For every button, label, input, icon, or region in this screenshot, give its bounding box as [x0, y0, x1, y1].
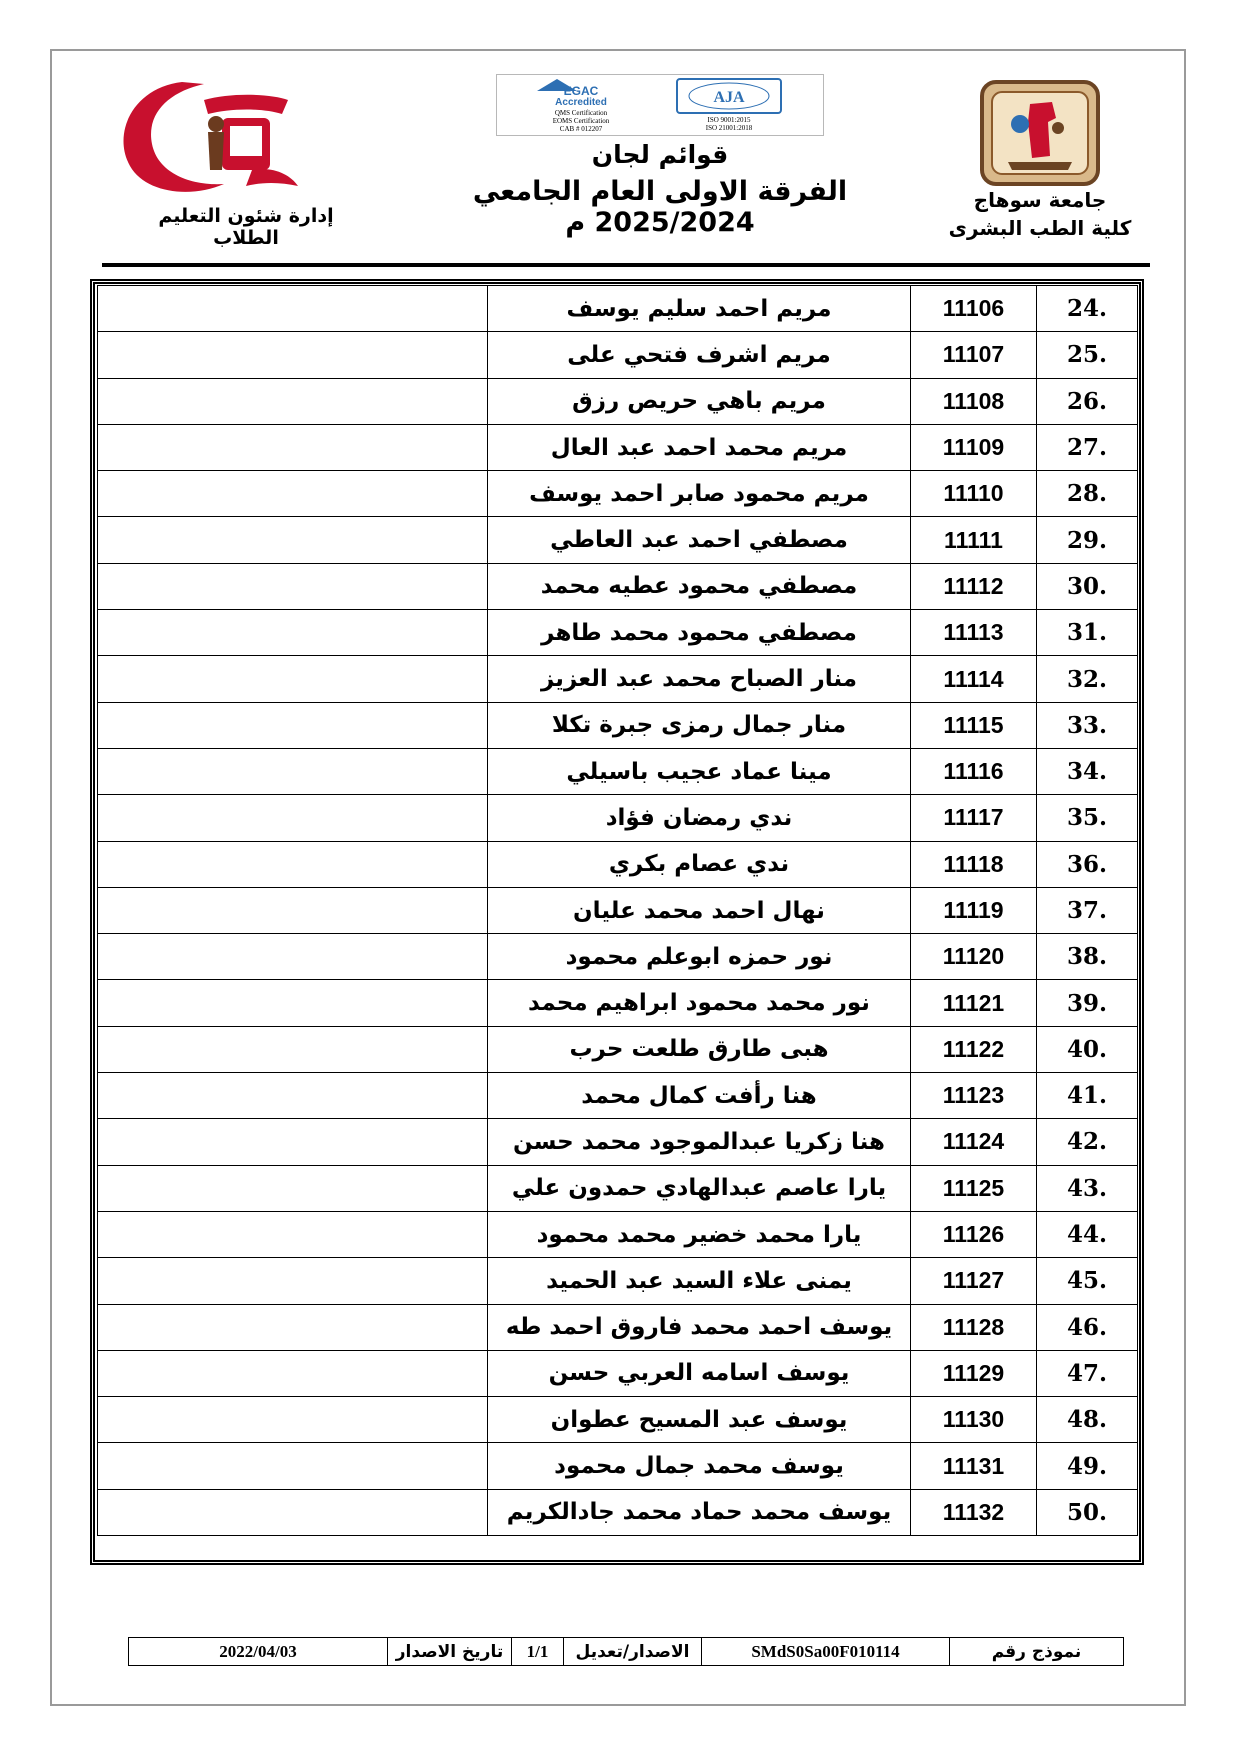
- row-name: يوسف محمد حماد محمد جادالكريم: [488, 1489, 911, 1535]
- table-row: [98, 934, 1138, 980]
- header-divider: [102, 263, 1150, 267]
- row-blank: [98, 1119, 488, 1165]
- university-seal: [978, 78, 1102, 188]
- row-blank: [98, 1258, 488, 1304]
- row-index: .48: [1037, 1397, 1138, 1443]
- row-index: .39: [1037, 980, 1138, 1026]
- row-index: .42: [1037, 1119, 1138, 1165]
- row-code: 11124: [911, 1119, 1037, 1165]
- row-name: ندي رمضان فؤاد: [488, 795, 911, 841]
- row-code: 11109: [911, 424, 1037, 470]
- row-code: 11127: [911, 1258, 1037, 1304]
- row-index: .37: [1037, 887, 1138, 933]
- row-blank: [98, 1350, 488, 1396]
- table-row: [98, 1489, 1138, 1535]
- row-index: .38: [1037, 934, 1138, 980]
- egac-line-2: EOMS Certification: [552, 117, 610, 125]
- row-name: يوسف محمد جمال محمود: [488, 1443, 911, 1489]
- row-index: .34: [1037, 748, 1138, 794]
- faculty-logo: [112, 74, 314, 196]
- table-row: [98, 980, 1138, 1026]
- row-index: .43: [1037, 1165, 1138, 1211]
- row-index: .35: [1037, 795, 1138, 841]
- table-row: [98, 1350, 1138, 1396]
- form-number-label: نموذج رقم: [949, 1638, 1123, 1665]
- row-name: يوسف احمد محمد فاروق احمد طه: [488, 1304, 911, 1350]
- row-code: 11128: [911, 1304, 1037, 1350]
- row-code: 11107: [911, 332, 1037, 378]
- row-blank: [98, 1165, 488, 1211]
- row-index: .28: [1037, 471, 1138, 517]
- row-index: .30: [1037, 563, 1138, 609]
- table-row: [98, 1304, 1138, 1350]
- row-code: 11116: [911, 748, 1037, 794]
- row-code: 11121: [911, 980, 1037, 1026]
- row-blank: [98, 1489, 488, 1535]
- document-title: قوائم لجان: [591, 140, 729, 169]
- row-index: .41: [1037, 1073, 1138, 1119]
- row-code: 11132: [911, 1489, 1037, 1535]
- row-name: نور محمد محمود ابراهيم محمد: [488, 980, 911, 1026]
- table-row: [98, 1443, 1138, 1489]
- row-blank: [98, 1073, 488, 1119]
- table-row: [98, 748, 1138, 794]
- table-row: [98, 332, 1138, 378]
- table-row: [98, 1397, 1138, 1443]
- table-row: [98, 841, 1138, 887]
- row-code: 11108: [911, 378, 1037, 424]
- row-code: 11110: [911, 471, 1037, 517]
- row-name: مريم محمد احمد عبد العال: [488, 424, 911, 470]
- row-code: 11125: [911, 1165, 1037, 1211]
- egac-name: EGAC: [563, 84, 599, 98]
- row-blank: [98, 517, 488, 563]
- row-blank: [98, 424, 488, 470]
- row-name: مصطفي محمود محمد طاهر: [488, 610, 911, 656]
- row-name: يارا محمد خضير محمد محمود: [488, 1211, 911, 1257]
- row-code: 11120: [911, 934, 1037, 980]
- row-name: يوسف عبد المسيح عطوان: [488, 1397, 911, 1443]
- department-name: إدارة شئون التعليم الطلاب: [158, 205, 334, 249]
- row-index: .33: [1037, 702, 1138, 748]
- row-code: 11115: [911, 702, 1037, 748]
- row-blank: [98, 1443, 488, 1489]
- table-row: [98, 517, 1138, 563]
- table-row: [98, 887, 1138, 933]
- row-blank: [98, 795, 488, 841]
- row-blank: [98, 656, 488, 702]
- document-subtitle: الفرقة الاولى العام الجامعي 2025/2024 م: [472, 176, 848, 238]
- row-code: 11118: [911, 841, 1037, 887]
- row-name: ندي عصام بكري: [488, 841, 911, 887]
- row-blank: [98, 1304, 488, 1350]
- certification-box: [496, 74, 824, 136]
- row-blank: [98, 841, 488, 887]
- row-code: 11131: [911, 1443, 1037, 1489]
- row-code: 11111: [911, 517, 1037, 563]
- egac-line-3: CAB # 012207: [559, 125, 603, 133]
- row-code: 11129: [911, 1350, 1037, 1396]
- row-code: 11126: [911, 1211, 1037, 1257]
- row-code: 11112: [911, 563, 1037, 609]
- row-code: 11117: [911, 795, 1037, 841]
- faculty-name: كلية الطب البشرى: [948, 216, 1132, 240]
- table-row: [98, 610, 1138, 656]
- row-index: .24: [1037, 286, 1138, 332]
- row-code: 11130: [911, 1397, 1037, 1443]
- form-number: SMdS0Sa00F010114: [701, 1638, 949, 1665]
- row-name: مصطفي محمود عطيه محمد: [488, 563, 911, 609]
- row-index: .36: [1037, 841, 1138, 887]
- certification-logos: [497, 75, 823, 135]
- row-name: مريم محمود صابر احمد يوسف: [488, 471, 911, 517]
- students-table: [97, 285, 1138, 1536]
- row-name: يارا عاصم عبدالهادي حمدون علي: [488, 1165, 911, 1211]
- row-code: 11106: [911, 286, 1037, 332]
- row-index: .31: [1037, 610, 1138, 656]
- row-blank: [98, 1211, 488, 1257]
- students-table-body: [98, 286, 1138, 1536]
- row-name: هنا زكريا عبدالموجود محمد حسن: [488, 1119, 911, 1165]
- row-code: 11113: [911, 610, 1037, 656]
- egac-line-1: QMS Certification: [554, 109, 608, 117]
- row-name: يوسف اسامه العربي حسن: [488, 1350, 911, 1396]
- table-row: [98, 1073, 1138, 1119]
- row-name: مينا عماد عجيب باسيلي: [488, 748, 911, 794]
- row-name: نور حمزه ابوعلم محمود: [488, 934, 911, 980]
- issue-label: الاصدار/تعديل: [563, 1638, 701, 1665]
- row-name: منار جمال رمزى جبرة تكلا: [488, 702, 911, 748]
- row-blank: [98, 934, 488, 980]
- row-blank: [98, 378, 488, 424]
- issue-date-label: تاريخ الاصدار: [387, 1638, 511, 1665]
- row-code: 11119: [911, 887, 1037, 933]
- row-name: يمنى علاء السيد عبد الحميد: [488, 1258, 911, 1304]
- table-row: [98, 656, 1138, 702]
- row-name: مريم باهي حريص رزق: [488, 378, 911, 424]
- row-index: .44: [1037, 1211, 1138, 1257]
- table-row: [98, 563, 1138, 609]
- row-index: .26: [1037, 378, 1138, 424]
- row-blank: [98, 748, 488, 794]
- row-index: .40: [1037, 1026, 1138, 1072]
- table-row: [98, 795, 1138, 841]
- table-row: [98, 424, 1138, 470]
- row-name: مريم اشرف فتحي على: [488, 332, 911, 378]
- row-name: نهال احمد محمد عليان: [488, 887, 911, 933]
- row-index: .47: [1037, 1350, 1138, 1396]
- aja-name: AJA: [713, 89, 745, 106]
- document-footer: [128, 1637, 1124, 1666]
- row-index: .32: [1037, 656, 1138, 702]
- row-name: مصطفي احمد عبد العاطي: [488, 517, 911, 563]
- table-row: [98, 1119, 1138, 1165]
- row-blank: [98, 563, 488, 609]
- row-index: .46: [1037, 1304, 1138, 1350]
- row-blank: [98, 980, 488, 1026]
- table-row: [98, 1258, 1138, 1304]
- issue-date: 2022/04/03: [219, 1641, 297, 1661]
- row-index: .25: [1037, 332, 1138, 378]
- university-name: جامعة سوهاج: [973, 188, 1107, 212]
- row-name: مريم احمد سليم يوسف: [488, 286, 911, 332]
- table-row: [98, 471, 1138, 517]
- issue-value: 1/1: [511, 1638, 563, 1665]
- row-index: .45: [1037, 1258, 1138, 1304]
- table-row: [98, 702, 1138, 748]
- row-blank: [98, 1397, 488, 1443]
- row-index: .50: [1037, 1489, 1138, 1535]
- row-blank: [98, 1026, 488, 1072]
- row-blank: [98, 471, 488, 517]
- row-code: 11123: [911, 1073, 1037, 1119]
- egac-sub: Accredited: [555, 97, 607, 108]
- aja-line-1: ISO 9001:2015: [707, 116, 751, 124]
- aja-line-2: ISO 21001:2018: [705, 124, 753, 132]
- table-row: [98, 378, 1138, 424]
- table-row: [98, 1026, 1138, 1072]
- table-row: [98, 1211, 1138, 1257]
- row-blank: [98, 610, 488, 656]
- row-index: .29: [1037, 517, 1138, 563]
- row-name: هبى طارق طلعت حرب: [488, 1026, 911, 1072]
- row-blank: [98, 286, 488, 332]
- row-index: .27: [1037, 424, 1138, 470]
- row-blank: [98, 887, 488, 933]
- row-code: 11114: [911, 656, 1037, 702]
- table-row: [98, 1165, 1138, 1211]
- row-blank: [98, 702, 488, 748]
- row-name: هنا رأفت كمال محمد: [488, 1073, 911, 1119]
- row-name: منار الصباح محمد عبد العزيز: [488, 656, 911, 702]
- row-index: .49: [1037, 1443, 1138, 1489]
- row-blank: [98, 332, 488, 378]
- table-row: [98, 286, 1138, 332]
- row-code: 11122: [911, 1026, 1037, 1072]
